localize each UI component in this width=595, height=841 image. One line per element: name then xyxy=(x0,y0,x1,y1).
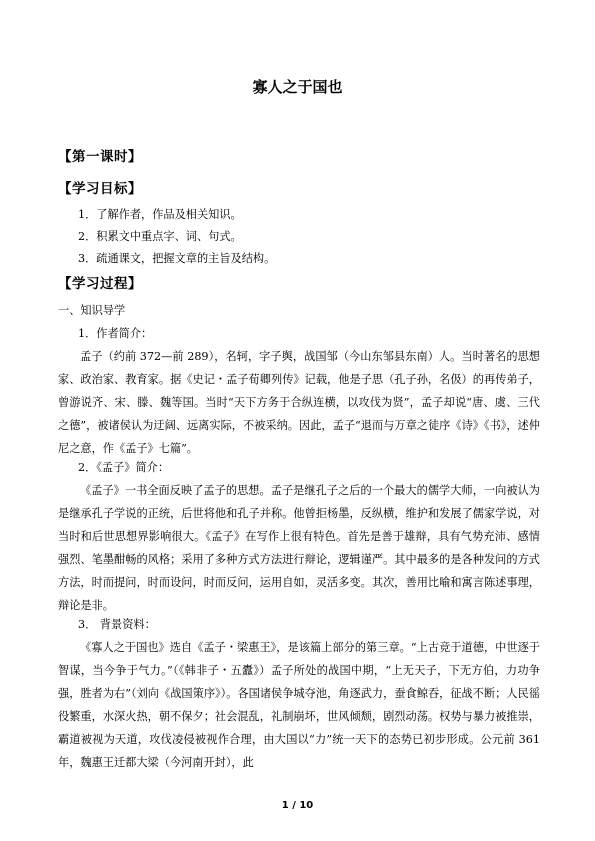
section-heading-goals: 【学习目标】 xyxy=(58,181,142,197)
book-paragraph: 《孟子》一书全面反映了孟子的思想。孟子是继孔子之后的一个最大的儒学大师，一向被认为是继承孔子学说的正统，后世将他和孔子并称。他曾拒杨墨，反纵横，维护和发展了儒家学说，对当时和后世思想界影响很大。《孟子》在写作上很有特色。首先是善于雄辩，具有气势充沛、感情强烈、笔墨酣畅的风格；采用了多种方式方法进行辩论，逻辑谨严。其中最多的是各种发问的方式方法，时而提问，时而设问，时而反问，运用自如，灵活多变。其次，善用比喻和寓言陈述事理，辩论是非。 xyxy=(58,484,540,612)
goal-item: 2．积累文中重点字、词、句式。 xyxy=(78,230,242,243)
background-heading: 3． 背景资料： xyxy=(78,618,156,631)
section-heading-process: 【学习过程】 xyxy=(58,276,142,292)
subsection-heading: 一、知识导学 xyxy=(58,304,126,317)
book-heading: 2．《孟子》简介： xyxy=(78,461,170,474)
goal-item: 1．了解作者，作品及相关知识。 xyxy=(78,208,242,221)
author-heading: 1．作者简介： xyxy=(78,327,153,340)
goal-item: 3．疏通课文，把握文章的主旨及结构。 xyxy=(78,252,276,265)
background-paragraph: 《寡人之于国也》选自《孟子・梁惠王》，是该篇上部分的第三章。“上古竞于道德，中世逐于智谋，当今争于气力。”（《韩非子・五蠹》）孟子所处的战国中期，“上无天子，下无方伯，力功争强，胜者为右”（刘向《战国策序》）。各国诸侯争城夺池，角逐武力，蚕食鲸吞，征战不断；人民徭役繁重，水深火热，朝不保夕；社会混乱，礼制崩坏，世风倾颓，剧烈动荡。权势与暴力被推崇，霸道被视为天道，攻伐凌侵被视作合理，由大国以“力”统一天下的态势已初步形成。公元前 361 年，魏惠王迁都大梁（今河南开封），此 xyxy=(58,641,540,769)
section-heading-lesson: 【第一课时】 xyxy=(58,149,142,165)
author-paragraph: 孟子（约前 372—前 289），名轲，字子舆，战国邹（今山东邹县东南）人。当时著名的思想家、政治家、教育家。据《史记・孟子荀卿列传》记载，他是子思（孔子孙，名伋）的再传弟子，曾游说齐、宋、滕、魏等国。当时“天下方务于合纵连横，以攻伐为贤”，孟子却说“唐、虞、三代之德”，被诸侯认为迂阔、远离实际，不被采纳。因此，孟子“退而与万章之徒序《诗》《书》，述仲尼之意，作《孟子》七篇”。 xyxy=(58,350,540,455)
page-number: 1 / 10 xyxy=(281,800,314,811)
document-title: 寡人之于国也 xyxy=(252,78,343,96)
